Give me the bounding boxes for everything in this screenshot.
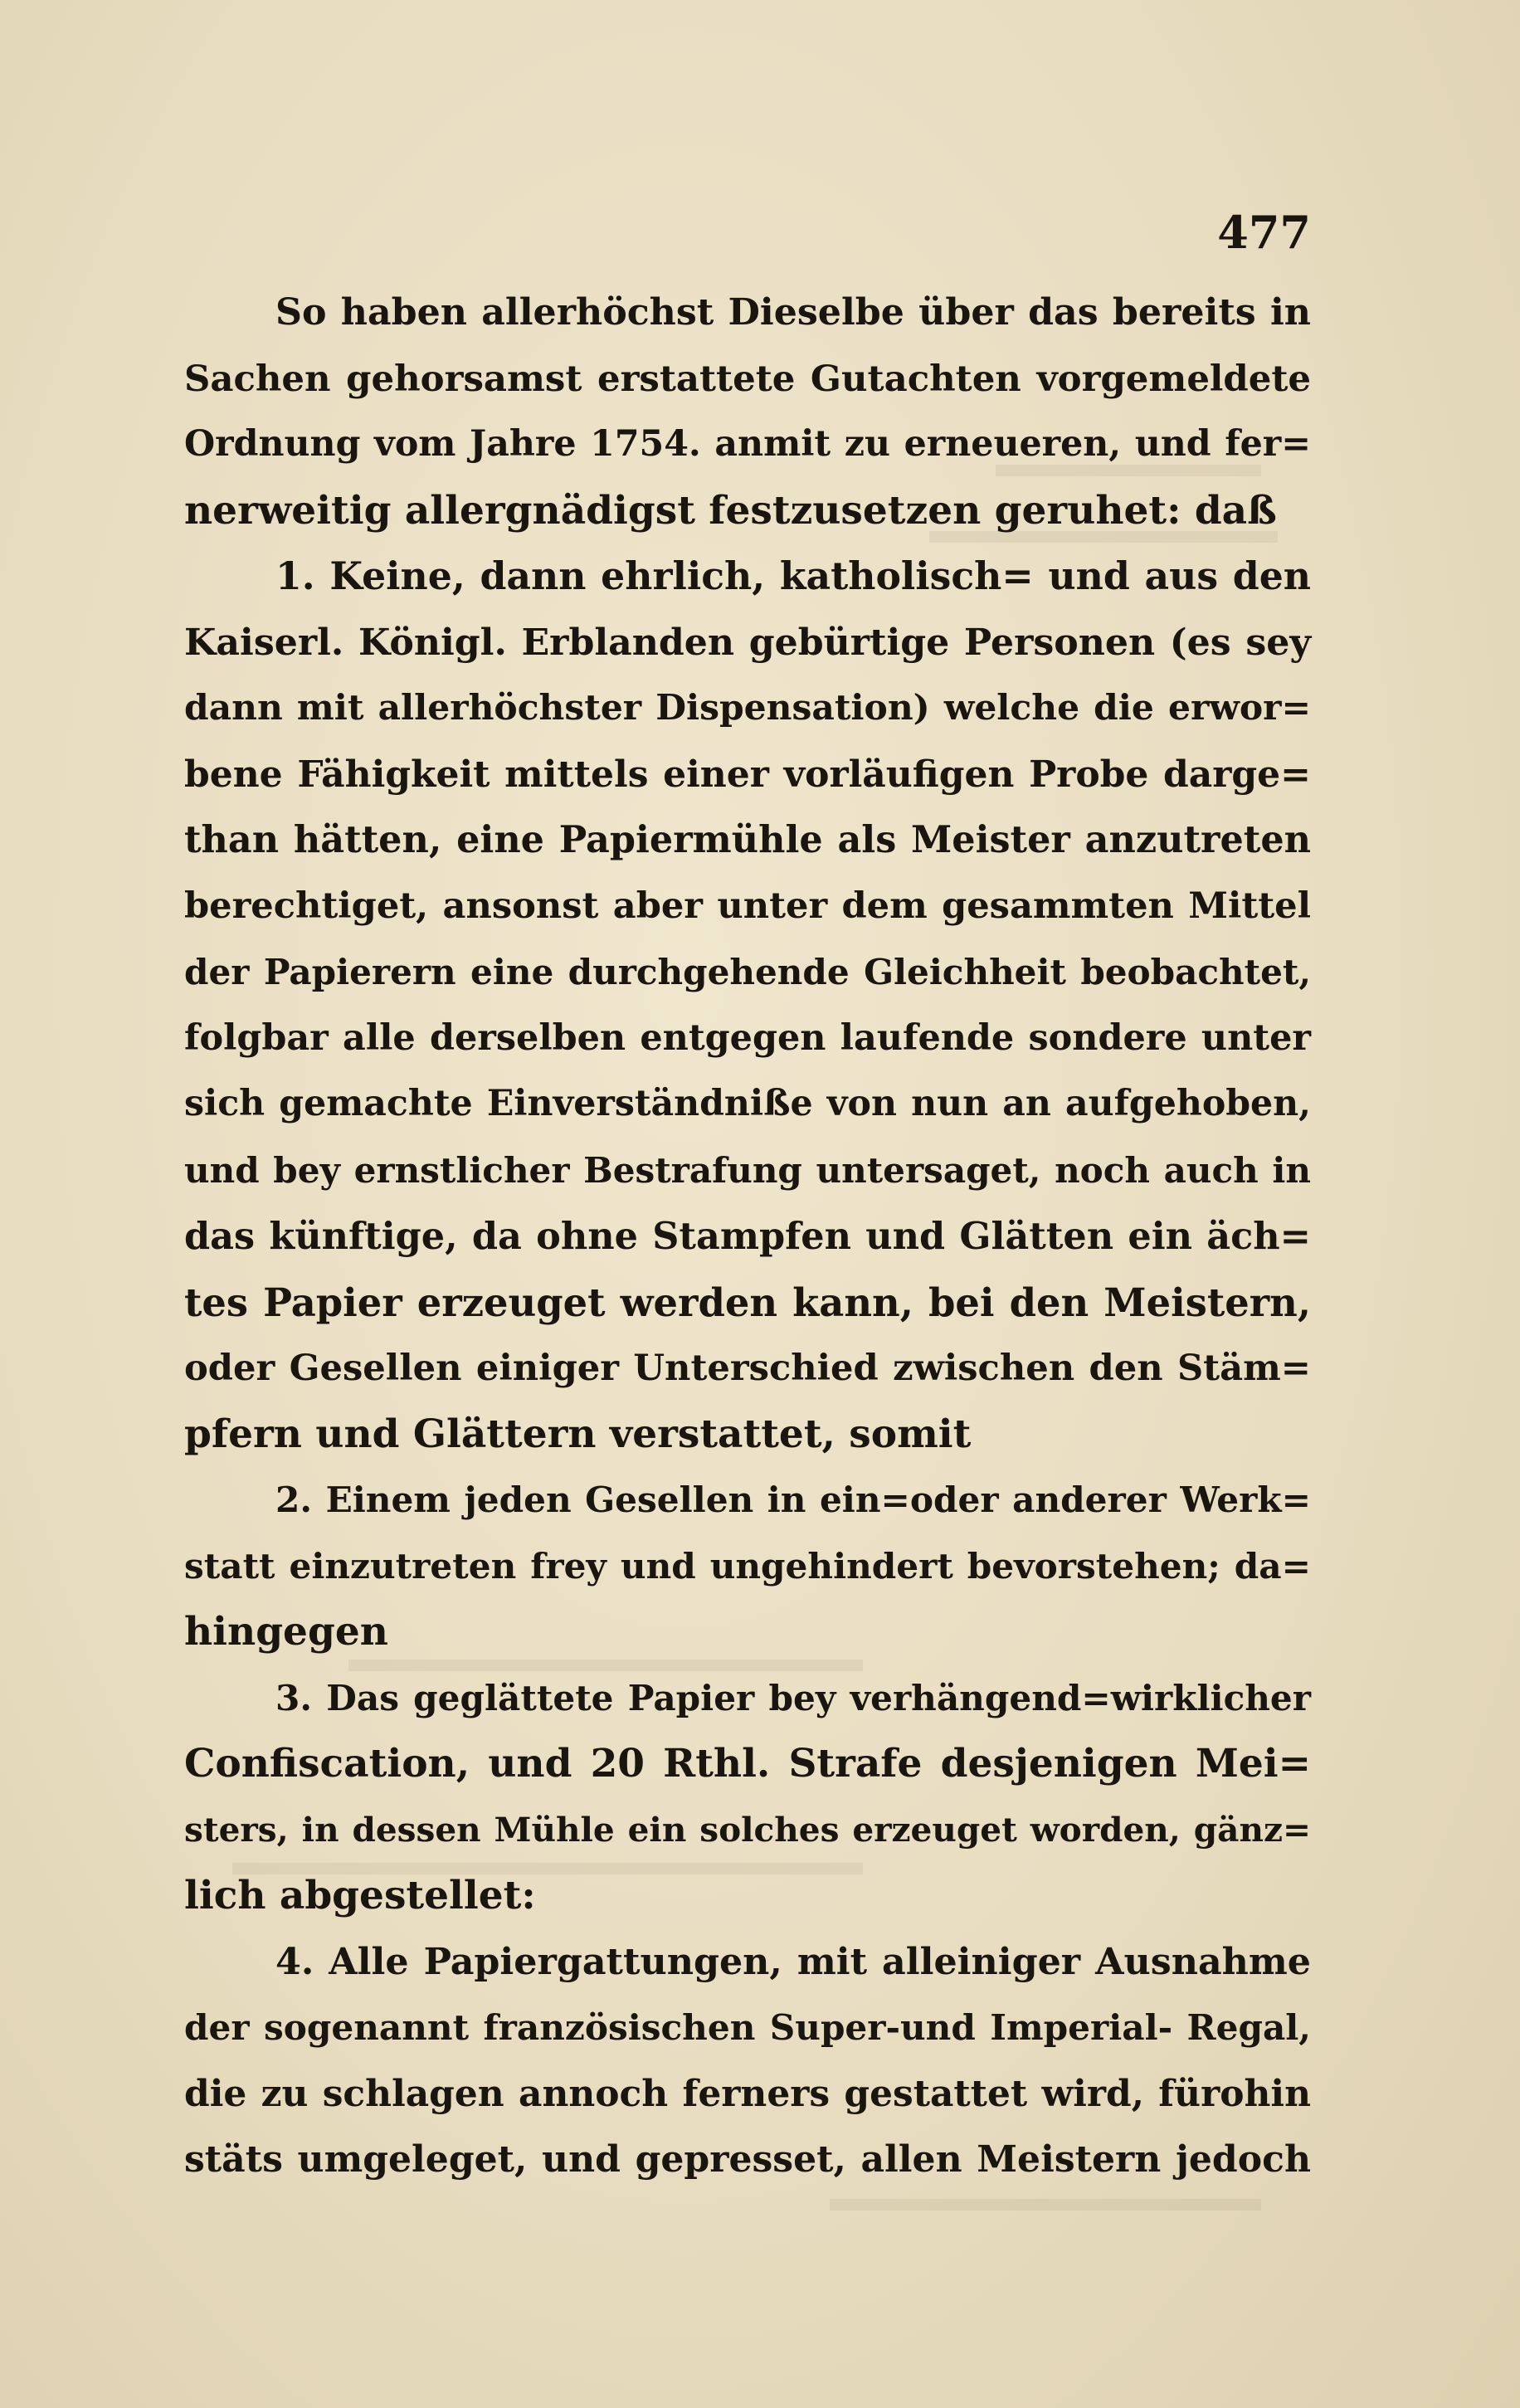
text-line: So haben allerhöchst Dieselbe über das bereits in [275,290,1311,334]
text-line: 2. Einem jeden Gesellen in ein=oder anderer Werk= [275,1479,1311,1520]
page-number: 477 [1217,206,1311,259]
text-line: sich gemachte Einverständniße von nun an aufgehoben, [184,1083,1311,1124]
text-line: 3. Das geglättete Papier bey verhängend=wirklicher [275,1676,1311,1718]
text-line: Confiscation, und 20 Rthl. Strafe desjenigen Mei= [184,1741,1311,1787]
body-text [184,280,1311,2193]
text-line: oder Gesellen einiger Unterschied zwischen den Stäm= [184,1347,1311,1389]
text-line: Sachen gehorsamst erstattete Gutachten vorgemeldete [184,357,1311,400]
text-line: und bey ernstlicher Bestrafung untersaget, noch auch in [184,1148,1311,1191]
text-line: Ordnung vom Jahre 1754. anmit zu erneueren, und fer= [184,423,1311,465]
text-line: das künftige, da ohne Stampfen und Glätten ein äch= [184,1214,1311,1258]
text-line: pfern und Glättern verstattet, somit [184,1411,972,1457]
text-line: tes Papier erzeuget werden kann, bei den Meistern, [184,1279,1311,1325]
text-line: berechtiget, ansonst aber unter dem gesammten Mittel [184,885,1311,927]
text-line: Kaiserl. Königl. Erblanden gebürtige Personen (es sey [184,621,1311,664]
text-line: die zu schlagen annoch ferners gestattet wird, fürohin [184,2072,1311,2115]
text-line: nerweitig allergnädigst festzusetzen geruhet: daß [184,487,1277,534]
text-line: sters, in dessen Mühle ein solches erzeuget worden, gänz= [184,1809,1311,1850]
bleed-mark [830,2199,1261,2211]
text-line: hingegen [184,1609,388,1655]
text-line: bene Fähigkeit mittels einer vorläufigen Probe darge= [184,753,1311,796]
text-line: der sogenannt französischen Super-und Imperial- Regal, [184,2006,1311,2048]
text-line: than hätten, eine Papiermühle als Meister anzutreten [184,818,1311,861]
text-line: statt einzutreten frey und ungehindert bevorstehen; da= [184,1544,1311,1587]
text-line: 4. Alle Papiergattungen, mit alleiniger Ausnahme [275,1939,1311,1983]
text-line: folgbar alle derselben entgegen laufende sondere unter [184,1016,1311,1059]
text-line: lich abgestellet: [184,1873,536,1918]
text-line: der Papierern eine durchgehende Gleichheit beobachtet, [184,951,1311,992]
text-line: dann mit allerhöchster Dispensation) welche die erwor= [184,687,1311,729]
text-line: 1. Keine, dann ehrlich, katholisch= und aus den [275,553,1311,598]
text-line: stäts umgeleget, und gepresset, allen Meistern jedoch [184,2138,1311,2181]
